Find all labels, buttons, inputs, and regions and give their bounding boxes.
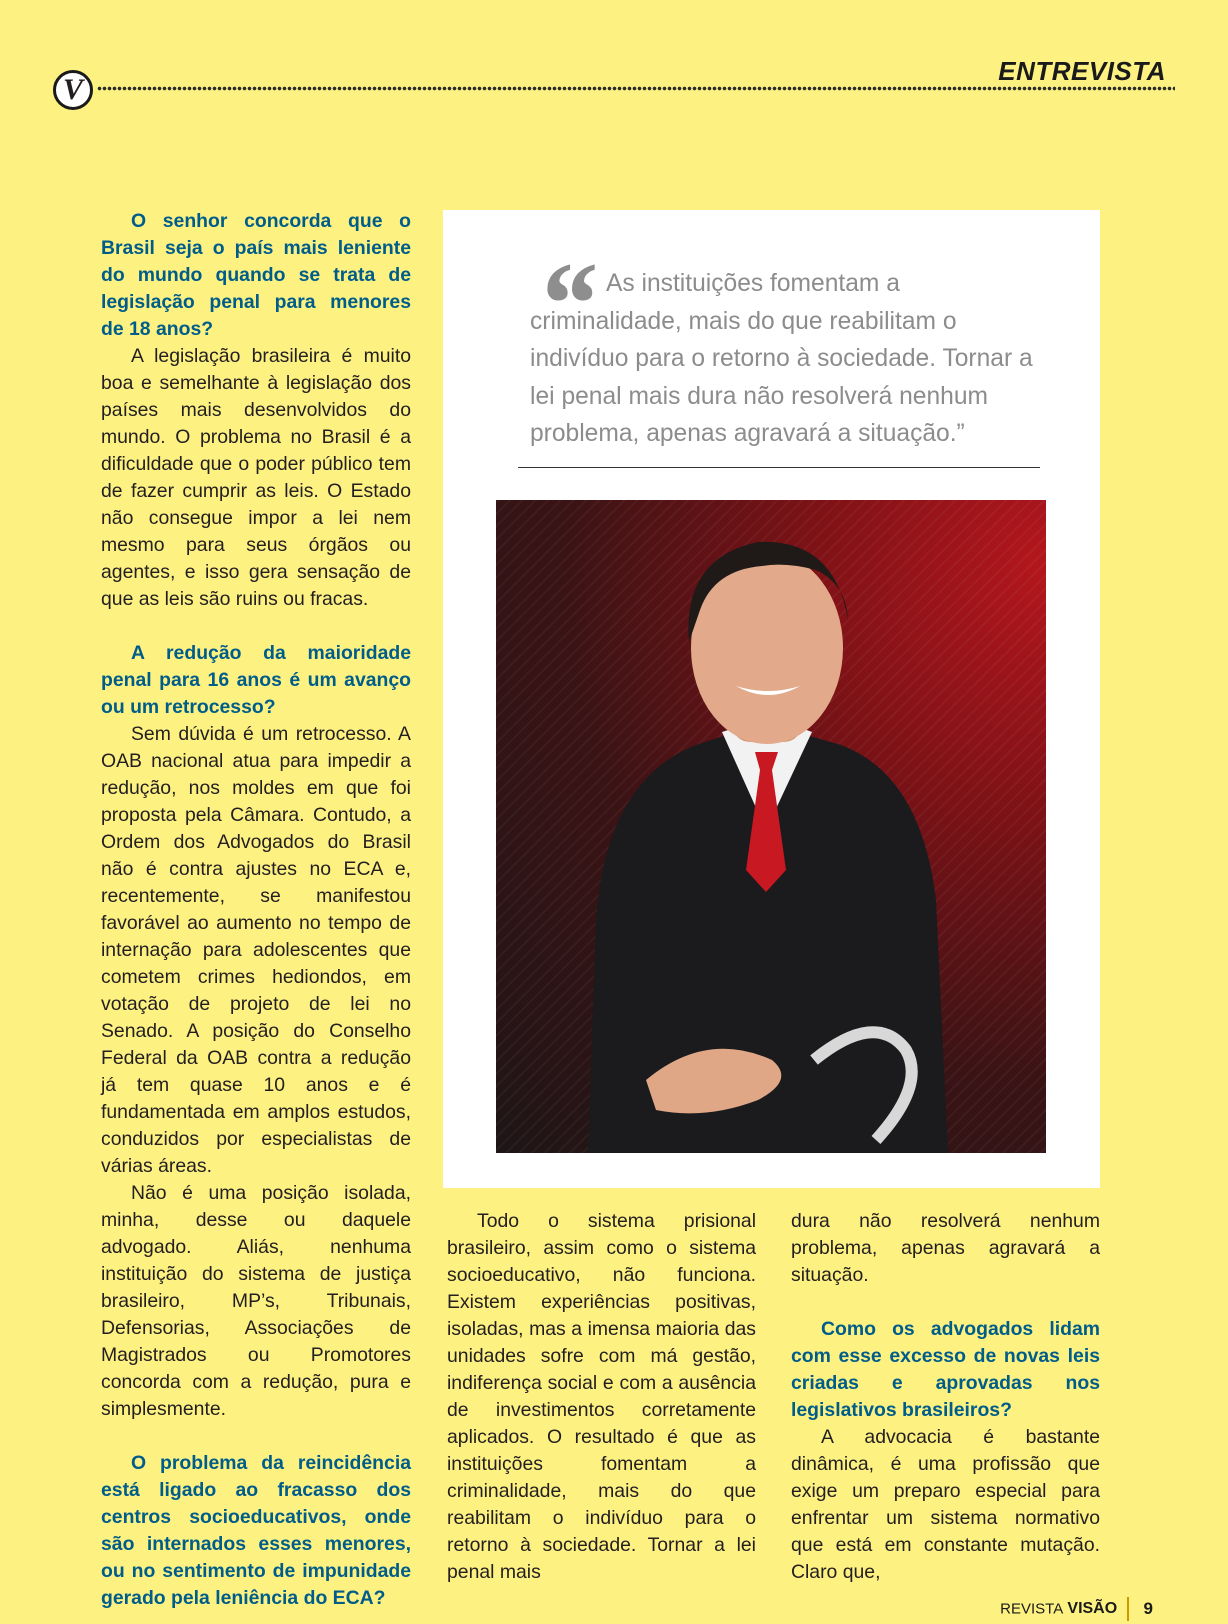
answer-3-continued: dura não resolverá nenhum problema, apenas agravará a situação. bbox=[791, 1210, 1100, 1286]
footer-magazine-name: VISÃO bbox=[1067, 1600, 1118, 1617]
answer-1: A legislação brasileira é muito boa e semelhante à legislação dos países mais desenvolvidos do mundo. O problema no Brasil é a dificuldade que o poder público tem de fazer cumprir as leis. O Estado não consegue impor a lei nem mesmo para seus órgãos ou agentes, e isso gera sensação de que as leis são ruins ou fracas. bbox=[101, 345, 411, 610]
answer-2-paragraph-2: Não é uma posição isolada, minha, desse ou daquele advogado. Aliás, nenhuma instituição do sistema de justiça brasileiro, MP’s, Tribunais, Defensorias, Associações de Magistrados ou Promotores concorda com a redução, pura e simplesmente. bbox=[101, 1182, 411, 1420]
dotted-header-rule bbox=[97, 86, 1175, 94]
section-title: ENTREVISTA bbox=[998, 56, 1166, 86]
page-footer bbox=[1000, 1597, 1153, 1621]
pull-quote bbox=[530, 265, 1050, 453]
article-column-2 bbox=[447, 1208, 756, 1586]
answer-2-paragraph-1: Sem dúvida é um retrocesso. A OAB nacional atua para impedir a redução, nos moldes em que foi proposta pela Câmara. Contudo, a Ordem dos Advogados do Brasil não é contra ajustes no ECA e, recentemente, se manifestou favorável ao aumento no tempo de internação para adolescentes que cometem crimes hediondos, em votação de projeto de lei no Senado. A posição do Conselho Federal da OAB contra a redução já tem quase 10 anos e é fundamentada em amplos estudos, conduzidos por especialistas de várias áreas. bbox=[101, 723, 411, 1177]
article-column-3 bbox=[791, 1208, 1100, 1586]
portrait-figure bbox=[496, 500, 1046, 1153]
footer-magazine-prefix: REVISTA bbox=[1000, 1600, 1064, 1618]
question-1: O senhor concorda que o Brasil seja o país mais leniente do mundo quando se trata de legislação penal para menores de 18 anos? bbox=[101, 210, 411, 340]
interviewee-portrait bbox=[496, 500, 1046, 1153]
quote-mark-icon: “ bbox=[536, 237, 596, 370]
footer-divider bbox=[1127, 1597, 1129, 1621]
pull-quote-divider bbox=[518, 467, 1040, 468]
question-3: O problema da reincidência está ligado ao fracasso dos centros socioeducativos, onde são internados esses menores, ou no sentimento de impunidade gerado pela leniência do ECA? bbox=[101, 1452, 411, 1609]
answer-4: A advocacia é bastante dinâmica, é uma profissão que exige um preparo especial para enfrentar um sistema normativo que está em constante mutação. Claro que, bbox=[791, 1426, 1100, 1583]
answer-3: Todo o sistema prisional brasileiro, assim como o sistema socioeducativo, não funciona. Existem experiências positivas, isoladas, mas a imensa maioria das unidades sofre com má gestão, indiferença social e com a ausência de investimentos corretamente aplicados. O resultado é que as instituições fomentam a criminalidade, mais do que reabilitam o indivíduo para o retorno à sociedade. Tornar a lei penal mais bbox=[447, 1210, 756, 1583]
pull-quote-text: As instituições fomentam a criminalidade, mais do que reabilitam o indivíduo para o retorno à sociedade. Tornar a lei penal mais dura não resolverá nenhum problema, apenas agravará a situação.” bbox=[530, 270, 1033, 447]
page-header bbox=[0, 0, 1228, 110]
question-2: A redução da maioridade penal para 16 anos é um avanço ou um retrocesso? bbox=[101, 642, 411, 718]
magazine-logo: V bbox=[53, 70, 93, 110]
question-4: Como os advogados lidam com esse excesso de novas leis criadas e aprovadas nos legislativos brasileiros? bbox=[791, 1318, 1100, 1421]
article-column-1 bbox=[101, 208, 411, 1612]
page-number: 9 bbox=[1143, 1599, 1153, 1618]
